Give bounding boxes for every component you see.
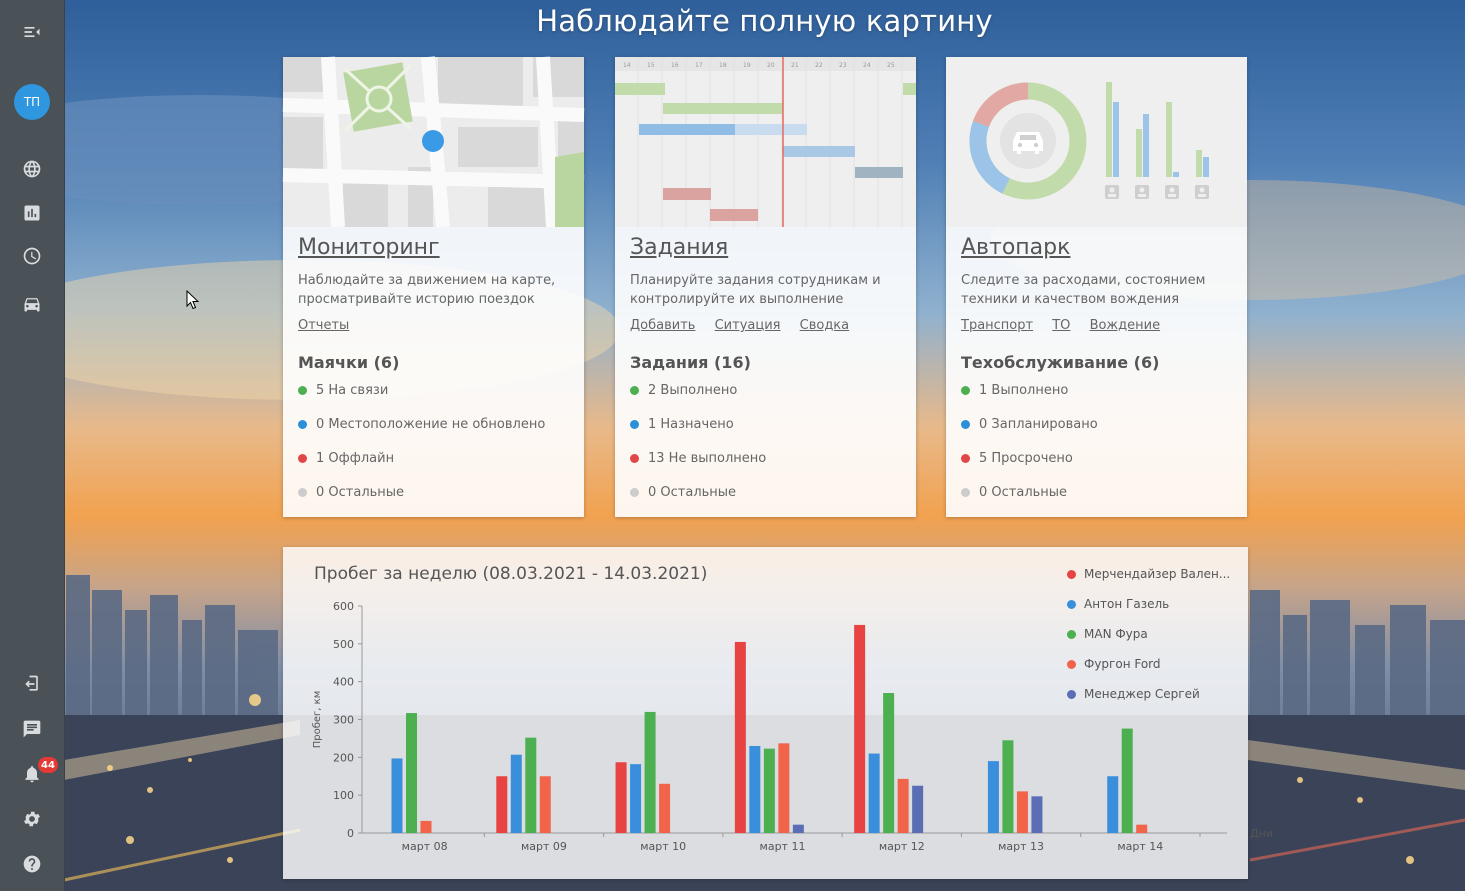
bar[interactable]: [912, 786, 923, 833]
stat-label: 0 Запланировано: [979, 417, 1098, 432]
transport-link[interactable]: Транспорт: [961, 318, 1034, 333]
exit-icon[interactable]: [17, 669, 47, 699]
stat-label: 0 Остальные: [979, 485, 1068, 500]
legend-label: MAN Фура: [1084, 627, 1148, 641]
y-tick-label: 300: [333, 713, 354, 727]
summary-link[interactable]: Сводка: [799, 318, 850, 333]
legend-label: Менеджер Сергей: [1084, 687, 1200, 701]
tasks-heading: Задания (16): [630, 353, 751, 372]
bar[interactable]: [793, 825, 804, 833]
stat-other[interactable]: [298, 485, 404, 500]
bar[interactable]: [1107, 776, 1118, 833]
gear-icon[interactable]: [17, 804, 47, 834]
globe-icon[interactable]: [17, 154, 47, 184]
legend-item[interactable]: [1067, 679, 1230, 709]
legend-label: Антон Газель: [1084, 597, 1170, 611]
status-dot: [630, 454, 639, 463]
gantt-tick-label: 22: [815, 62, 823, 69]
gantt-tick-label: 21: [791, 62, 799, 69]
bar[interactable]: [421, 821, 432, 833]
bar[interactable]: [1031, 796, 1042, 833]
fleet-description: Следите за расходами, состоянием техники и качеством вождения: [961, 273, 1206, 307]
x-axis-label: Дни: [1250, 827, 1273, 840]
help-icon[interactable]: [17, 849, 47, 879]
x-tick-label: март 09: [520, 840, 567, 853]
chart-legend: [1067, 559, 1230, 709]
status-dot: [298, 488, 307, 497]
bar[interactable]: [764, 749, 775, 833]
monitoring-card: [283, 57, 584, 517]
gantt-tick-label: 23: [839, 62, 847, 69]
stat-label: 0 Местоположение не обновлено: [316, 417, 546, 432]
bar[interactable]: [778, 743, 789, 833]
stat-not-done[interactable]: [630, 451, 766, 466]
menu-collapse-icon[interactable]: [17, 17, 47, 47]
legend-dot: [1067, 570, 1076, 579]
legend-item[interactable]: [1067, 649, 1230, 679]
legend-dot: [1067, 630, 1076, 639]
x-tick-label: март 13: [998, 840, 1045, 853]
gantt-tick-label: 14: [623, 62, 631, 69]
legend-dot: [1067, 600, 1076, 609]
bar[interactable]: [898, 779, 909, 833]
bar[interactable]: [1136, 825, 1147, 833]
monitoring-title-link[interactable]: Мониторинг: [298, 235, 440, 260]
maintenance-link[interactable]: ТО: [1052, 318, 1071, 333]
bar[interactable]: [869, 754, 880, 833]
tasks-links: [630, 318, 864, 333]
x-tick-label: март 08: [401, 840, 448, 853]
status-dot: [961, 488, 970, 497]
bar[interactable]: [511, 755, 522, 833]
bar[interactable]: [1017, 791, 1028, 833]
situation-link[interactable]: Ситуация: [714, 318, 781, 333]
fleet-links: [961, 318, 1175, 333]
bar[interactable]: [540, 776, 551, 833]
gantt-tick-label: 25: [887, 62, 895, 69]
driving-link[interactable]: Вождение: [1089, 318, 1161, 333]
gantt-tick-label: 24: [863, 62, 871, 69]
notifications-badge: 44: [38, 757, 58, 773]
bar[interactable]: [630, 764, 641, 833]
map-illustration: [283, 57, 584, 227]
bar[interactable]: [406, 713, 417, 833]
x-tick-label: март 12: [878, 840, 925, 853]
add-task-link[interactable]: Добавить: [630, 318, 696, 333]
stat-label: 0 Остальные: [316, 485, 405, 500]
status-dot: [961, 454, 970, 463]
fleet-illustration: [946, 57, 1247, 227]
y-tick-label: 0: [347, 827, 354, 840]
legend-item[interactable]: [1067, 589, 1230, 619]
stat-label: 5 Просрочено: [979, 451, 1073, 466]
stat-label: 2 Выполнено: [648, 383, 738, 398]
y-tick-label: 100: [333, 789, 354, 803]
bar[interactable]: [659, 784, 670, 833]
car-icon[interactable]: [17, 289, 47, 319]
stat-online[interactable]: [298, 383, 388, 398]
gantt-tick-label: 19: [743, 62, 751, 69]
status-dot: [298, 420, 307, 429]
bar[interactable]: [1122, 729, 1133, 833]
bar-chart-icon[interactable]: [17, 198, 47, 228]
gantt-illustration: [615, 57, 916, 227]
stat-offline[interactable]: [298, 451, 394, 466]
gantt-tick-label: 16: [671, 62, 679, 69]
bar[interactable]: [616, 762, 627, 833]
legend-item[interactable]: [1067, 619, 1230, 649]
stat-assigned[interactable]: [630, 417, 734, 432]
avatar-initials: ТП: [23, 95, 41, 109]
bar[interactable]: [988, 761, 999, 833]
mileage-chart-panel: [283, 547, 1273, 879]
status-dot: [630, 488, 639, 497]
stat-label: 1 Оффлайн: [316, 451, 395, 466]
bar[interactable]: [525, 738, 536, 833]
bar[interactable]: [392, 758, 403, 833]
y-tick-label: 500: [333, 637, 354, 651]
legend-item[interactable]: [1067, 559, 1230, 589]
fleet-card: [946, 57, 1247, 517]
stat-not-updated[interactable]: [298, 417, 545, 432]
gantt-tick-label: 18: [719, 62, 727, 69]
status-dot: [298, 454, 307, 463]
tasks-description: Планируйте задания сотрудникам и контролируйте их выполнение: [630, 273, 881, 307]
status-dot: [961, 386, 970, 395]
stat-label: 0 Остальные: [648, 485, 737, 500]
x-tick-label: март 14: [1117, 840, 1164, 853]
bar[interactable]: [645, 712, 656, 833]
status-dot: [630, 386, 639, 395]
status-dot: [630, 420, 639, 429]
y-tick-label: 200: [333, 751, 354, 765]
stat-overdue[interactable]: [961, 451, 1073, 466]
bar[interactable]: [854, 625, 865, 833]
legend-label: Мерчендайзер Вален...: [1084, 567, 1231, 581]
avatar[interactable]: [14, 84, 50, 120]
stat-done[interactable]: [630, 383, 737, 398]
stat-label: 1 Назначено: [648, 417, 734, 432]
sidebar: [0, 0, 65, 891]
bar[interactable]: [496, 776, 507, 833]
x-tick-label: март 10: [640, 840, 687, 853]
legend-dot: [1067, 690, 1076, 699]
reports-link[interactable]: Отчеты: [298, 318, 350, 333]
y-tick-label: 400: [333, 675, 354, 689]
bar[interactable]: [1002, 740, 1013, 833]
clock-icon[interactable]: [17, 241, 47, 271]
y-axis-label: Пробег, км: [312, 690, 323, 749]
chart-title: Пробег за неделю (08.03.2021 - 14.03.2021): [314, 564, 708, 584]
bar[interactable]: [883, 693, 894, 833]
bar[interactable]: [735, 642, 746, 833]
stat-label: 1 Выполнено: [979, 383, 1069, 398]
maintenance-heading: Техобслуживание (6): [961, 353, 1160, 372]
monitoring-links: [298, 318, 364, 333]
page-title: Наблюдайте полную картину: [536, 4, 993, 38]
legend-label: Фургон Ford: [1084, 657, 1161, 671]
chat-icon[interactable]: [17, 714, 47, 744]
tasks-card: [615, 57, 916, 517]
fleet-title-link[interactable]: Автопарк: [961, 235, 1071, 260]
beacons-heading: Маячки (6): [298, 353, 400, 372]
stat-other[interactable]: [630, 485, 736, 500]
bar[interactable]: [749, 746, 760, 833]
gantt-tick-label: 15: [647, 62, 655, 69]
mouse-cursor-icon: [186, 290, 200, 310]
legend-dot: [1067, 660, 1076, 669]
x-tick-label: март 11: [759, 840, 806, 853]
stat-planned[interactable]: [961, 417, 1098, 432]
gantt-tick-label: 20: [767, 62, 775, 69]
stat-label: 5 На связи: [316, 383, 389, 398]
gantt-tick-label: 17: [695, 62, 703, 69]
y-tick-label: 600: [333, 600, 354, 613]
stat-label: 13 Не выполнено: [648, 451, 767, 466]
status-dot: [298, 386, 307, 395]
monitoring-description: Наблюдайте за движением на карте, просматривайте историю поездок: [298, 273, 556, 307]
stat-done[interactable]: [961, 383, 1068, 398]
tasks-title-link[interactable]: Задания: [630, 235, 729, 260]
status-dot: [961, 420, 970, 429]
stat-other[interactable]: [961, 485, 1067, 500]
